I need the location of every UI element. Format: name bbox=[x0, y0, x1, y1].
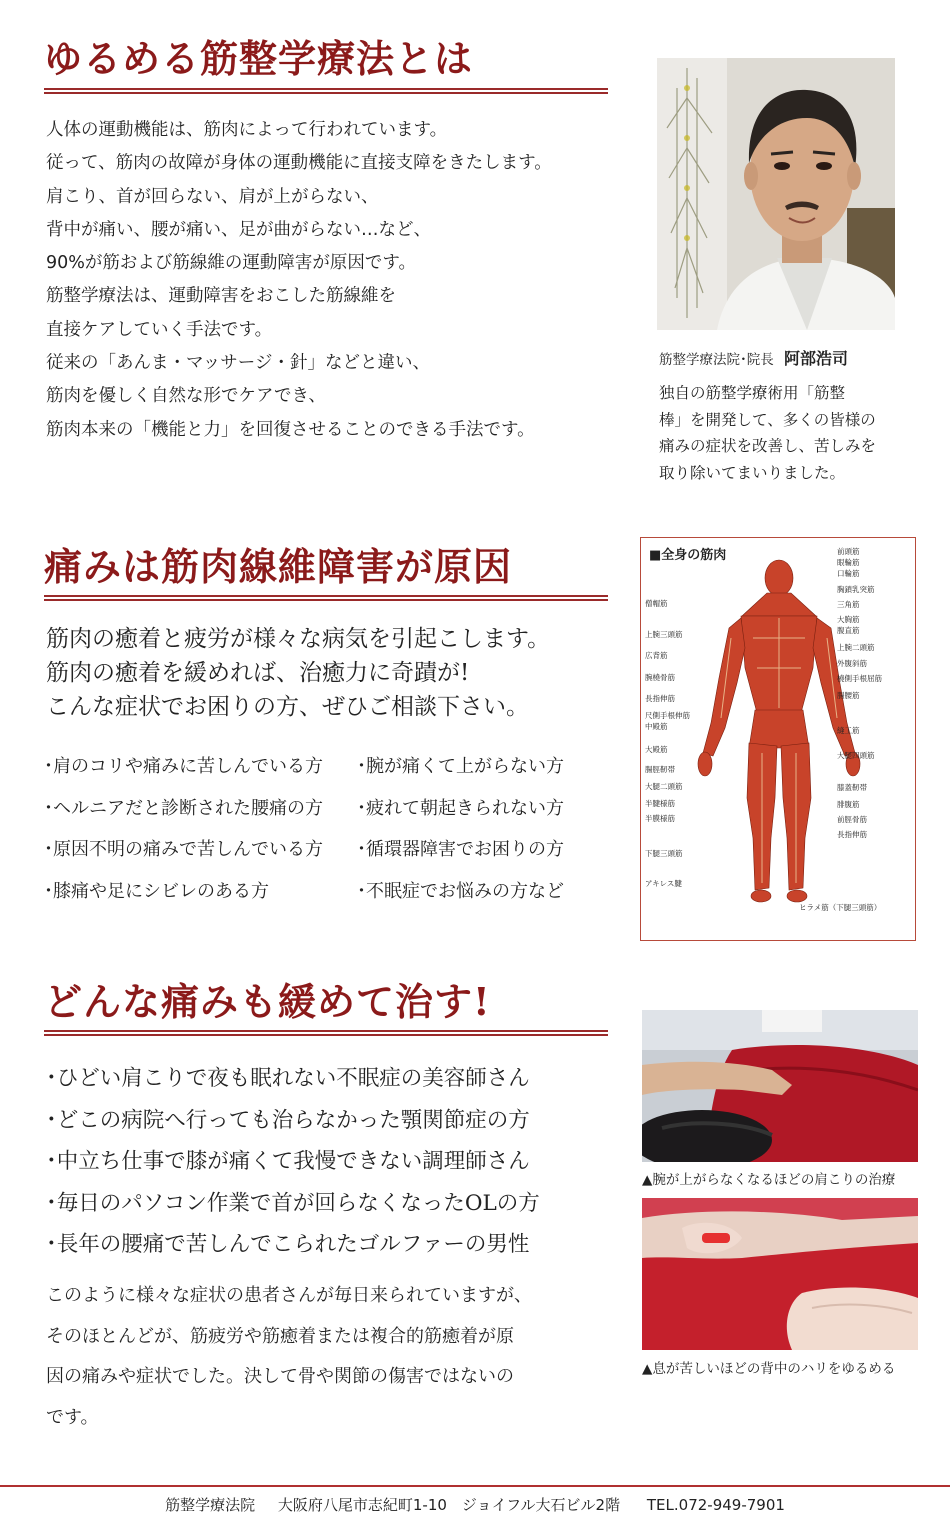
section2-rule bbox=[44, 595, 608, 601]
para-line: このように様々な症状の患者さんが毎日来られていますが、 bbox=[46, 1285, 532, 1306]
treatment-caption-2: ▲息が苦しいほどの背中のハリをゆるめる bbox=[642, 1361, 896, 1377]
list-row bbox=[44, 835, 564, 877]
muscle-label: 上腕三頭筋 bbox=[645, 630, 683, 640]
treatment-photo-2 bbox=[642, 1198, 918, 1350]
muscle-label: 半腱様筋 bbox=[645, 799, 675, 809]
muscle-label: 広背筋 bbox=[645, 651, 668, 661]
list-item: ･ヘルニアだと診断された腰痛の方 bbox=[44, 797, 323, 819]
section2-title: 痛みは筋肉線維障害が原因 bbox=[44, 544, 513, 589]
muscle-chart bbox=[640, 537, 916, 941]
muscle-label: 僧帽筋 bbox=[645, 599, 668, 608]
list-row bbox=[44, 752, 564, 794]
section1-rule bbox=[44, 88, 608, 94]
muscle-label: 上腕二頭筋 bbox=[837, 643, 875, 653]
list-item: ･不眠症でお悩みの方など bbox=[357, 880, 564, 902]
treatment-photo-1 bbox=[642, 1010, 918, 1162]
list-item: ･膝痛や足にシビレのある方 bbox=[44, 880, 269, 902]
treatment-caption-1: ▲腕が上がらなくなるほどの肩こりの治療 bbox=[642, 1172, 896, 1188]
director-name: 阿部浩司 bbox=[784, 349, 849, 368]
list-item: ･原因不明の痛みで苦しんでいる方 bbox=[44, 839, 323, 860]
para-line: です。 bbox=[46, 1406, 99, 1428]
muscle-label: 大腿二頭筋 bbox=[645, 781, 683, 791]
footer-tel: TEL.072-949-7901 bbox=[646, 1496, 785, 1514]
desc-line: 取り除いてまいりました。 bbox=[659, 463, 846, 482]
list-item: ･疲れて朝起きられない方 bbox=[357, 797, 564, 819]
muscle-label: 膝蓋靭帯 bbox=[837, 782, 867, 792]
symptom-list bbox=[44, 752, 564, 918]
body-line: 人体の運動機能は、筋肉によって行われています。 bbox=[46, 120, 448, 140]
muscle-label: ヒラメ筋（下腿三頭筋） bbox=[799, 903, 882, 912]
desc-line: 独自の筋整学療術用「筋整 bbox=[659, 384, 846, 402]
body-line: 筋整学療法は、運動障害をおこした筋線維を bbox=[46, 286, 396, 307]
intro-line: 筋肉の癒着を緩めれば、治癒力に奇蹟が! bbox=[46, 660, 470, 686]
list-row bbox=[44, 794, 564, 836]
footer-address: 大阪府八尾市志紀町1-10 ジョイフル大石ビル2階 bbox=[277, 1496, 621, 1514]
muscle-label: 外腹斜筋 bbox=[837, 658, 867, 668]
muscle-label: 腓腹筋 bbox=[837, 799, 860, 809]
footer-clinic-name: 筋整学療法院 bbox=[165, 1496, 256, 1514]
section3-rule bbox=[44, 1030, 608, 1036]
section2-intro bbox=[46, 622, 550, 724]
desc-line: 棒」を開発して、多くの皆様の bbox=[659, 410, 876, 429]
muscle-label: 三角筋 bbox=[837, 599, 860, 609]
section1-title: ゆるめる筋整学療法とは bbox=[44, 36, 474, 81]
intro-line: 筋肉の癒着と疲労が様々な病気を引起こします。 bbox=[46, 626, 551, 652]
muscle-label: 大腿四頭筋 bbox=[837, 751, 875, 761]
director-role-line bbox=[659, 346, 848, 369]
director-description bbox=[659, 380, 876, 486]
body-line: 筋肉本来の「機能と力」を回復させることのできる手法です。 bbox=[46, 419, 535, 440]
section3-title: どんな痛みも緩めて治す! bbox=[44, 979, 491, 1024]
muscle-label: 大殿筋 bbox=[645, 745, 668, 755]
director-role: 筋整学療法院･院長 bbox=[659, 352, 774, 368]
case-item: ･中立ち仕事で膝が痛くて我慢できない調理師さん bbox=[46, 1149, 530, 1174]
case-item: ･ひどい肩こりで夜も眠れない不眠症の美容師さん bbox=[46, 1066, 530, 1091]
body-line: 背中が痛い、腰が痛い、足が曲がらない…など、 bbox=[46, 219, 431, 240]
list-item: ･肩のコリや痛みに苦しんでいる方 bbox=[44, 756, 323, 777]
footer bbox=[0, 1494, 950, 1515]
muscle-label: 前脛骨筋 bbox=[837, 815, 867, 825]
muscle-label: 長指伸筋 bbox=[645, 693, 675, 703]
body-line: 従って、筋肉の故障が身体の運動機能に直接支障をきたします。 bbox=[46, 153, 552, 174]
case-item: ･どこの病院へ行っても治らなかった顎関節症の方 bbox=[46, 1107, 530, 1133]
muscle-label: 橈側手根屈筋 bbox=[837, 673, 882, 683]
shoulder-treatment-image bbox=[642, 1010, 918, 1162]
muscle-label: アキレス腱 bbox=[645, 878, 682, 888]
body-line: 筋肉を優しく自然な形でケアでき、 bbox=[46, 386, 326, 407]
muscle-label: 中殿筋 bbox=[645, 722, 668, 732]
muscle-label: 眼輪筋 bbox=[837, 558, 860, 568]
muscle-label: 下腿三頭筋 bbox=[645, 849, 683, 859]
body-line: 90%が筋および筋線維の運動障害が原因です。 bbox=[46, 253, 416, 274]
section1-body bbox=[46, 114, 552, 447]
back-treatment-image bbox=[642, 1198, 918, 1350]
body-line: 肩こり、首が回らない、肩が上がらない、 bbox=[46, 186, 379, 207]
muscle-label: 口輪筋 bbox=[837, 569, 860, 579]
body-line: 従来の「あんま・マッサージ・針」などと違い、 bbox=[46, 353, 430, 374]
para-line: 因の痛みや症状でした。決して骨や関節の傷害ではないの bbox=[46, 1366, 514, 1387]
case-list bbox=[46, 1058, 540, 1266]
muscle-label: 大胸筋 bbox=[837, 615, 860, 625]
section3-paragraph bbox=[46, 1276, 532, 1438]
director-portrait-image bbox=[657, 58, 895, 330]
footer-divider bbox=[0, 1485, 950, 1487]
muscle-label: 腕橈骨筋 bbox=[645, 672, 675, 682]
body-line: 直接ケアしていく手法です。 bbox=[46, 319, 273, 340]
director-photo bbox=[657, 58, 895, 330]
case-item: ･長年の腰痛で苦しんでこられたゴルファーの男性 bbox=[46, 1232, 530, 1257]
muscle-label: 半膜様筋 bbox=[645, 814, 675, 824]
list-item: ･循環器障害でお困りの方 bbox=[357, 839, 564, 860]
list-item: ･腕が痛くて上がらない方 bbox=[357, 756, 564, 777]
muscle-label: 腸脛靭帯 bbox=[645, 764, 675, 774]
muscle-label: 縫工筋 bbox=[837, 726, 860, 736]
muscle-chart-title: ■全身の筋肉 bbox=[649, 548, 727, 563]
desc-line: 痛みの症状を改善し、苦しみを bbox=[659, 437, 877, 455]
muscle-labels-left bbox=[645, 578, 690, 889]
muscle-label: 前頭筋 bbox=[837, 547, 860, 556]
muscle-label: 腹直筋 bbox=[837, 626, 860, 636]
list-row bbox=[44, 877, 564, 919]
para-line: そのほとんどが、筋疲労や筋癒着または複合的筋癒着が原 bbox=[46, 1325, 514, 1347]
muscle-label: 胸鎖乳突筋 bbox=[837, 584, 875, 594]
muscle-label: 尺側手根伸筋 bbox=[645, 711, 690, 721]
muscle-label: 腸腰筋 bbox=[837, 691, 860, 701]
case-item: ･毎日のパソコン作業で首が回らなくなったOLの方 bbox=[46, 1190, 540, 1216]
muscle-label: 長指伸筋 bbox=[837, 830, 867, 840]
intro-line: こんな症状でお困りの方、ぜひご相談下さい。 bbox=[46, 694, 529, 720]
muscle-labels-right bbox=[837, 546, 882, 840]
